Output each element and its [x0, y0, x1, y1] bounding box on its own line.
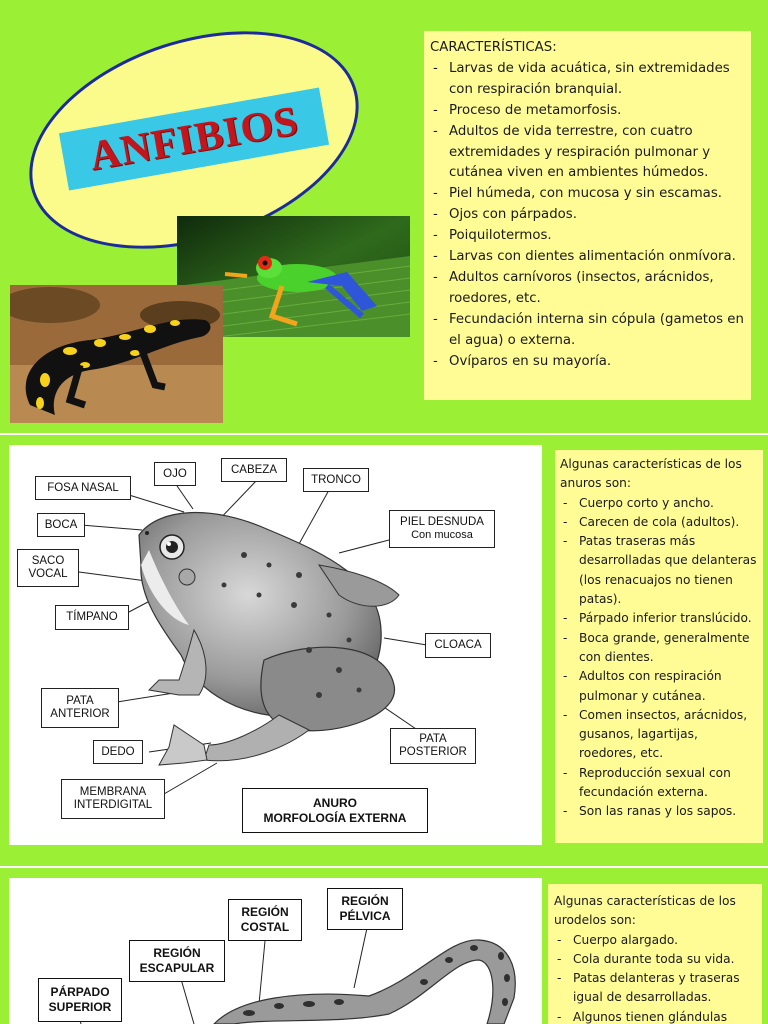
label-text: DEDO	[101, 745, 135, 758]
label-region-escapular	[129, 940, 225, 982]
section-divider	[0, 433, 768, 435]
label-text: TÍMPANO	[66, 611, 118, 623]
anuro-characteristics-box	[555, 450, 763, 843]
label-text: TRONCO	[311, 473, 361, 486]
label-text: REGIÓN	[153, 946, 201, 960]
anuro-list	[560, 494, 758, 822]
label-text: PATA	[419, 733, 447, 745]
list-item: - Son las ranas y los sapos.	[560, 802, 758, 821]
label-dedo	[93, 740, 143, 764]
list-item: - Ojos con párpados.	[430, 205, 745, 226]
label-text: FOSA NASAL	[47, 481, 119, 494]
urodelo-intro: Algunas características de los urodelos son:	[554, 894, 736, 928]
label-text: PATA	[66, 695, 94, 707]
label-text: SUPERIOR	[48, 1000, 112, 1014]
label-timpano	[55, 605, 129, 630]
label-tronco	[303, 468, 369, 492]
label-membrana-interdigital	[61, 779, 165, 819]
label-text: CLOACA	[434, 639, 482, 651]
section-divider	[0, 866, 768, 868]
label-text: Con mucosa	[411, 529, 473, 541]
label-text: COSTAL	[240, 920, 290, 934]
list-item: - Larvas con dientes alimentación onmívora.	[430, 247, 745, 268]
label-text: POSTERIOR	[399, 746, 467, 758]
list-item: - Larvas de vida acuática, sin extremidades con respiración branquial.	[430, 59, 745, 101]
label-parpado-superior	[38, 978, 122, 1022]
urodelo-characteristics-box	[548, 884, 762, 1024]
page-title: ANFIBIOS	[86, 98, 302, 180]
list-item: - Poiquilotermos.	[430, 226, 745, 247]
label-text: BOCA	[44, 518, 78, 531]
characteristics-heading: CARACTERÍSTICAS:	[430, 40, 557, 55]
label-piel-desnuda	[389, 510, 495, 548]
list-item: - Carecen de cola (adultos).	[560, 513, 758, 532]
list-item: - Algunos tienen glándulas	[554, 1008, 756, 1024]
list-item: - Comen insectos, arácnidos, gusanos, lagartijas, roedores, etc.	[560, 706, 758, 764]
list-item: - Adultos de vida terrestre, con cuatro extremidades y respiración pulmonar y cutánea viven en ambientes húmedos.	[430, 122, 745, 185]
urodelo-diagram-panel	[9, 878, 542, 1024]
list-item: - Patas traseras más desarrolladas que delanteras (los renacuajos no tienen patas).	[560, 532, 758, 609]
list-item: - Cuerpo alargado.	[554, 931, 756, 950]
list-item: - Párpado inferior translúcido.	[560, 609, 758, 628]
label-cabeza	[221, 458, 287, 482]
diagram-caption	[242, 788, 428, 833]
label-saco-vocal	[17, 549, 79, 587]
label-pata-anterior	[41, 688, 119, 728]
list-item: - Cola durante toda su vida.	[554, 950, 756, 969]
label-pata-posterior	[390, 728, 476, 764]
list-item: - Patas delanteras y traseras igual de desarrolladas.	[554, 969, 756, 1008]
label-text: CABEZA	[230, 463, 277, 476]
list-item: - Ovíparos en su mayoría.	[430, 352, 745, 373]
label-fosa-nasal	[35, 476, 131, 500]
label-text: PÉLVICA	[339, 909, 391, 923]
label-text: REGIÓN	[241, 905, 289, 919]
label-text: ESCAPULAR	[139, 961, 215, 975]
label-text: OJO	[163, 467, 187, 480]
urodelo-list	[554, 931, 756, 1024]
label-text: MEMBRANA	[79, 786, 147, 798]
anuro-intro: Algunas características de los anuros son:	[560, 457, 742, 491]
list-item: - Adultos carnívoros (insectos, arácnidos, roedores, etc.	[430, 268, 745, 310]
characteristics-list	[430, 59, 745, 373]
list-item: - Fecundación interna sin cópula (gametos en el agua) o externa.	[430, 310, 745, 352]
list-item: - Boca grande, generalmente con dientes.	[560, 629, 758, 668]
list-item: - Piel húmeda, con mucosa y sin escamas.	[430, 184, 745, 205]
label-text: ANTERIOR	[50, 708, 110, 720]
label-text: SACO	[31, 555, 65, 567]
caption-line: ANURO	[313, 795, 357, 810]
list-item: - Adultos con respiración pulmonar y cutánea.	[560, 667, 758, 706]
label-text: VOCAL	[28, 568, 68, 580]
label-text: PÁRPADO	[50, 985, 110, 999]
list-item: - Proceso de metamorfosis.	[430, 101, 745, 122]
label-boca	[37, 513, 85, 537]
characteristics-box	[424, 31, 751, 400]
salamander-photo	[10, 285, 223, 423]
label-text: PIEL DESNUDA	[400, 516, 484, 528]
list-item: - Reproducción sexual con fecundación externa.	[560, 764, 758, 803]
label-ojo	[154, 462, 196, 486]
label-region-costal	[228, 899, 302, 941]
caption-line: MORFOLOGÍA EXTERNA	[263, 810, 407, 825]
label-text: INTERDIGITAL	[73, 799, 153, 811]
label-region-pelvica	[327, 888, 403, 930]
label-text: REGIÓN	[341, 894, 389, 908]
label-cloaca	[425, 633, 491, 658]
list-item: - Cuerpo corto y ancho.	[560, 494, 758, 513]
anuro-diagram-panel	[9, 445, 542, 845]
